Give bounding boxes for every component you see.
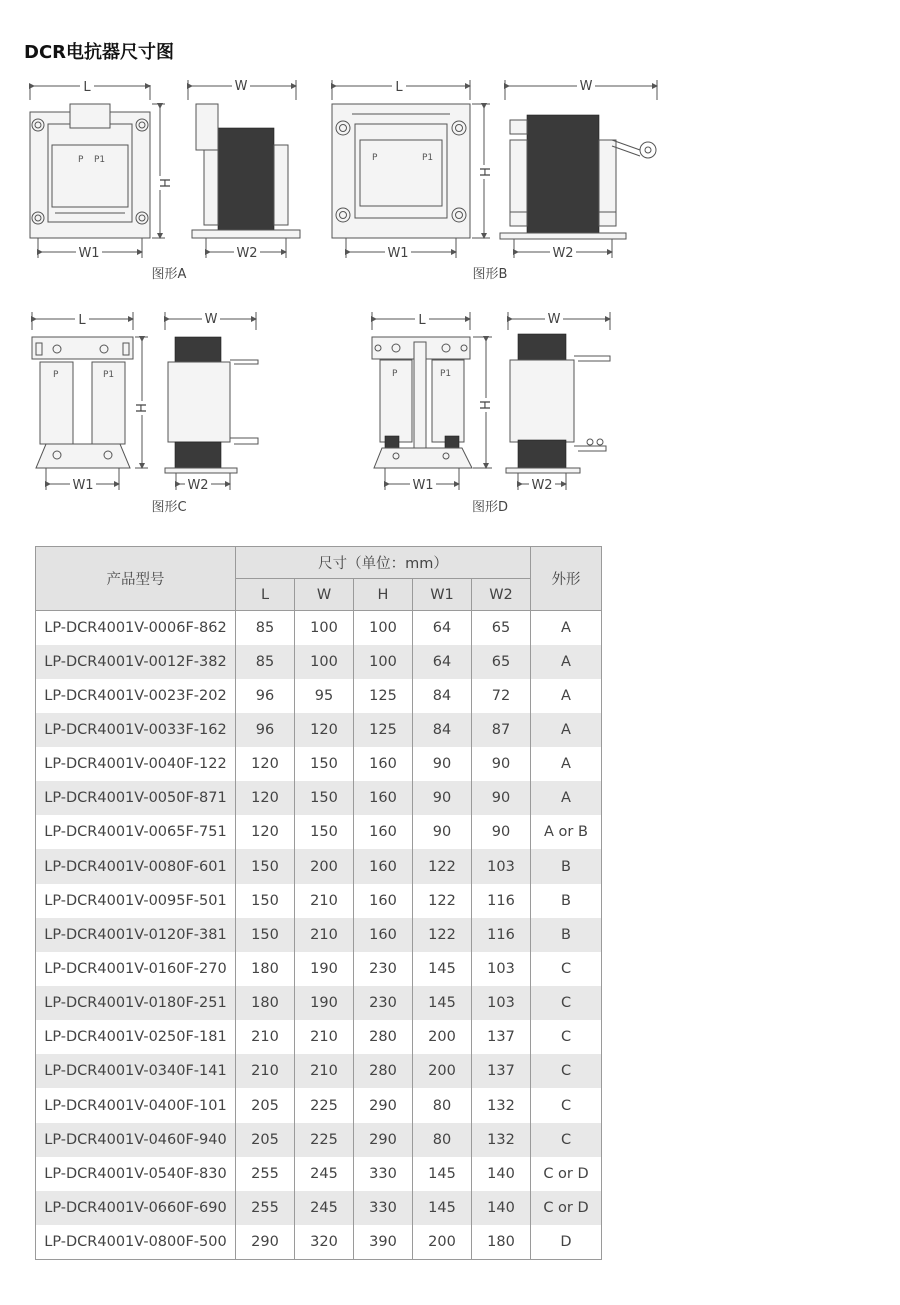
cell-w1: 145 — [413, 952, 472, 986]
cell-h: 390 — [354, 1225, 413, 1259]
cell-h: 160 — [354, 849, 413, 883]
subheader-w2: W2 — [472, 579, 531, 611]
figure-d-dim-w: W — [547, 312, 561, 327]
figure-b-caption: 图形B — [472, 267, 508, 282]
cell-l: 150 — [236, 884, 295, 918]
cell-w1: 122 — [413, 849, 472, 883]
cell-shape: B — [531, 849, 602, 883]
figure-a — [30, 78, 300, 282]
cell-w1: 80 — [413, 1123, 472, 1157]
cell-w: 150 — [295, 815, 354, 849]
cell-model: LP-DCR4001V-0080F-601 — [36, 849, 236, 883]
cell-model: LP-DCR4001V-0180F-251 — [36, 986, 236, 1020]
cell-l: 120 — [236, 815, 295, 849]
figure-d-dim-l: L — [418, 313, 426, 328]
cell-w: 95 — [295, 679, 354, 713]
cell-shape: C — [531, 952, 602, 986]
cell-w: 225 — [295, 1088, 354, 1122]
cell-shape: D — [531, 1225, 602, 1259]
cell-w2: 72 — [472, 679, 531, 713]
table-row — [36, 986, 602, 1020]
table-row — [36, 679, 602, 713]
cell-w2: 103 — [472, 986, 531, 1020]
cell-model: LP-DCR4001V-0660F-690 — [36, 1191, 236, 1225]
table-row — [36, 849, 602, 883]
figure-b-dim-l: L — [395, 80, 403, 95]
cell-shape: A or B — [531, 815, 602, 849]
cell-l: 210 — [236, 1054, 295, 1088]
cell-w: 210 — [295, 1020, 354, 1054]
cell-model: LP-DCR4001V-0400F-101 — [36, 1088, 236, 1122]
cell-h: 230 — [354, 986, 413, 1020]
cell-w1: 122 — [413, 918, 472, 952]
figure-a-terminal-p1: P1 — [94, 155, 106, 165]
cell-shape: C — [531, 1054, 602, 1088]
figure-d-terminal-p1: P1 — [440, 369, 452, 379]
cell-l: 290 — [236, 1225, 295, 1259]
table-body — [36, 611, 602, 1260]
cell-l: 205 — [236, 1088, 295, 1122]
cell-model: LP-DCR4001V-0340F-141 — [36, 1054, 236, 1088]
cell-w2: 116 — [472, 918, 531, 952]
cell-w2: 137 — [472, 1020, 531, 1054]
figure-c-side-view — [165, 311, 258, 493]
cell-l: 255 — [236, 1191, 295, 1225]
subheader-w1: W1 — [413, 579, 472, 611]
cell-w2: 103 — [472, 849, 531, 883]
cell-w: 100 — [295, 645, 354, 679]
cell-w2: 90 — [472, 747, 531, 781]
cell-model: LP-DCR4001V-0023F-202 — [36, 679, 236, 713]
cell-w2: 90 — [472, 815, 531, 849]
table-row — [36, 781, 602, 815]
cell-h: 160 — [354, 884, 413, 918]
table-row — [36, 1088, 602, 1122]
figure-b-dim-w: W — [579, 79, 593, 94]
cell-model: LP-DCR4001V-0006F-862 — [36, 611, 236, 645]
cell-w1: 80 — [413, 1088, 472, 1122]
cell-model: LP-DCR4001V-0160F-270 — [36, 952, 236, 986]
cell-w: 225 — [295, 1123, 354, 1157]
table-row — [36, 1225, 602, 1259]
cell-h: 160 — [354, 781, 413, 815]
cell-model: LP-DCR4001V-0050F-871 — [36, 781, 236, 815]
cell-shape: C or D — [531, 1191, 602, 1225]
cell-w: 100 — [295, 611, 354, 645]
cell-h: 160 — [354, 815, 413, 849]
figure-c-caption: 图形C — [151, 500, 187, 515]
cell-w: 245 — [295, 1191, 354, 1225]
table-row — [36, 1123, 602, 1157]
cell-shape: A — [531, 781, 602, 815]
figure-d-dim-h: H — [479, 400, 494, 410]
cell-shape: A — [531, 747, 602, 781]
cell-w2: 87 — [472, 713, 531, 747]
cell-w1: 145 — [413, 1157, 472, 1191]
cell-model: LP-DCR4001V-0540F-830 — [36, 1157, 236, 1191]
figure-b-dim-w1: W1 — [387, 246, 409, 261]
cell-w2: 132 — [472, 1123, 531, 1157]
cell-w1: 84 — [413, 713, 472, 747]
cell-w1: 90 — [413, 747, 472, 781]
figure-a-terminal-p: P — [78, 155, 84, 165]
cell-h: 100 — [354, 611, 413, 645]
figure-a-caption: 图形A — [151, 267, 187, 282]
cell-w: 150 — [295, 747, 354, 781]
table-row — [36, 1191, 602, 1225]
figure-c-dim-w1: W1 — [72, 478, 94, 493]
cell-l: 85 — [236, 645, 295, 679]
figure-d-front-view — [372, 312, 494, 493]
cell-h: 280 — [354, 1054, 413, 1088]
figure-c-dim-w: W — [204, 312, 218, 327]
cell-model: LP-DCR4001V-0040F-122 — [36, 747, 236, 781]
cell-w1: 64 — [413, 611, 472, 645]
table-row — [36, 884, 602, 918]
cell-l: 150 — [236, 849, 295, 883]
cell-model: LP-DCR4001V-0250F-181 — [36, 1020, 236, 1054]
cell-w: 210 — [295, 918, 354, 952]
cell-l: 120 — [236, 747, 295, 781]
figure-b-dim-w2: W2 — [552, 246, 574, 261]
cell-l: 150 — [236, 918, 295, 952]
cell-w: 150 — [295, 781, 354, 815]
header-model: 产品型号 — [36, 547, 236, 611]
cell-shape: B — [531, 918, 602, 952]
cell-w2: 137 — [472, 1054, 531, 1088]
cell-h: 160 — [354, 747, 413, 781]
cell-w2: 180 — [472, 1225, 531, 1259]
cell-model: LP-DCR4001V-0012F-382 — [36, 645, 236, 679]
figure-a-dim-w1: W1 — [78, 246, 100, 261]
dimension-table — [35, 546, 602, 1260]
cell-h: 160 — [354, 918, 413, 952]
cell-h: 290 — [354, 1088, 413, 1122]
table-row — [36, 815, 602, 849]
cell-w: 200 — [295, 849, 354, 883]
cell-shape: C — [531, 1020, 602, 1054]
cell-w: 120 — [295, 713, 354, 747]
subheader-w: W — [295, 579, 354, 611]
cell-l: 255 — [236, 1157, 295, 1191]
figure-d-dim-w1: W1 — [412, 478, 434, 493]
table-row — [36, 952, 602, 986]
figure-b-side-view — [500, 78, 657, 261]
cell-l: 210 — [236, 1020, 295, 1054]
cell-w2: 90 — [472, 781, 531, 815]
cell-shape: C — [531, 1088, 602, 1122]
cell-h: 230 — [354, 952, 413, 986]
cell-l: 120 — [236, 781, 295, 815]
cell-l: 85 — [236, 611, 295, 645]
figure-a-front-view — [30, 79, 174, 261]
figure-c-dim-h: H — [135, 403, 150, 413]
figure-d — [372, 311, 610, 515]
subheader-h: H — [354, 579, 413, 611]
page-title: DCR电抗器尺寸图 — [24, 42, 175, 63]
cell-shape: C or D — [531, 1157, 602, 1191]
cell-model: LP-DCR4001V-0033F-162 — [36, 713, 236, 747]
table-row — [36, 1054, 602, 1088]
figure-d-side-view — [506, 311, 610, 493]
cell-w1: 200 — [413, 1020, 472, 1054]
cell-model: LP-DCR4001V-0095F-501 — [36, 884, 236, 918]
table-row — [36, 645, 602, 679]
cell-h: 100 — [354, 645, 413, 679]
cell-shape: C — [531, 1123, 602, 1157]
cell-w2: 103 — [472, 952, 531, 986]
figure-a-dim-l: L — [83, 80, 91, 95]
cell-w: 320 — [295, 1225, 354, 1259]
dimension-drawings — [0, 0, 900, 530]
figure-b — [332, 78, 657, 282]
cell-w1: 64 — [413, 645, 472, 679]
header-shape: 外形 — [531, 547, 602, 611]
figure-d-dim-w2: W2 — [531, 478, 553, 493]
cell-shape: B — [531, 884, 602, 918]
subheader-l: L — [236, 579, 295, 611]
cell-w2: 140 — [472, 1157, 531, 1191]
cell-shape: C — [531, 986, 602, 1020]
cell-h: 290 — [354, 1123, 413, 1157]
cell-w: 210 — [295, 884, 354, 918]
cell-model: LP-DCR4001V-0065F-751 — [36, 815, 236, 849]
cell-l: 205 — [236, 1123, 295, 1157]
cell-h: 125 — [354, 713, 413, 747]
cell-w2: 140 — [472, 1191, 531, 1225]
cell-shape: A — [531, 713, 602, 747]
cell-w2: 65 — [472, 645, 531, 679]
figure-c-dim-w2: W2 — [187, 478, 209, 493]
cell-w2: 65 — [472, 611, 531, 645]
cell-w1: 122 — [413, 884, 472, 918]
cell-w2: 132 — [472, 1088, 531, 1122]
cell-w1: 90 — [413, 781, 472, 815]
figure-c-terminal-p1: P1 — [103, 370, 115, 380]
figure-b-dim-h: H — [479, 167, 494, 177]
cell-w2: 116 — [472, 884, 531, 918]
cell-shape: A — [531, 611, 602, 645]
cell-l: 96 — [236, 679, 295, 713]
table-row — [36, 713, 602, 747]
cell-w: 190 — [295, 952, 354, 986]
figure-b-front-view — [332, 79, 494, 261]
cell-model: LP-DCR4001V-0800F-500 — [36, 1225, 236, 1259]
figure-d-caption: 图形D — [471, 500, 509, 515]
figure-a-side-view — [188, 78, 300, 261]
figure-c-dim-l: L — [78, 313, 86, 328]
table-row — [36, 1157, 602, 1191]
figure-d-terminal-p: P — [392, 369, 398, 379]
cell-w1: 145 — [413, 986, 472, 1020]
cell-shape: A — [531, 679, 602, 713]
cell-h: 125 — [354, 679, 413, 713]
figure-a-dim-w: W — [234, 79, 248, 94]
cell-l: 96 — [236, 713, 295, 747]
cell-w1: 145 — [413, 1191, 472, 1225]
table-row — [36, 1020, 602, 1054]
cell-shape: A — [531, 645, 602, 679]
cell-w1: 200 — [413, 1054, 472, 1088]
figure-a-dim-w2: W2 — [236, 246, 258, 261]
cell-l: 180 — [236, 952, 295, 986]
cell-h: 330 — [354, 1157, 413, 1191]
cell-w1: 84 — [413, 679, 472, 713]
cell-w1: 200 — [413, 1225, 472, 1259]
table-row — [36, 918, 602, 952]
cell-w: 210 — [295, 1054, 354, 1088]
cell-model: LP-DCR4001V-0460F-940 — [36, 1123, 236, 1157]
table-row — [36, 611, 602, 645]
cell-h: 330 — [354, 1191, 413, 1225]
cell-l: 180 — [236, 986, 295, 1020]
figure-c — [32, 311, 258, 515]
figure-b-terminal-p1: P1 — [422, 153, 434, 163]
table-row — [36, 747, 602, 781]
cell-model: LP-DCR4001V-0120F-381 — [36, 918, 236, 952]
header-dims: 尺寸（单位：mm） — [236, 547, 531, 579]
cell-w: 190 — [295, 986, 354, 1020]
figure-c-terminal-p: P — [53, 370, 59, 380]
cell-w: 245 — [295, 1157, 354, 1191]
figure-b-terminal-p: P — [372, 153, 378, 163]
figure-a-dim-h: H — [159, 178, 174, 188]
cell-h: 280 — [354, 1020, 413, 1054]
figure-c-front-view — [32, 312, 150, 493]
cell-w1: 90 — [413, 815, 472, 849]
